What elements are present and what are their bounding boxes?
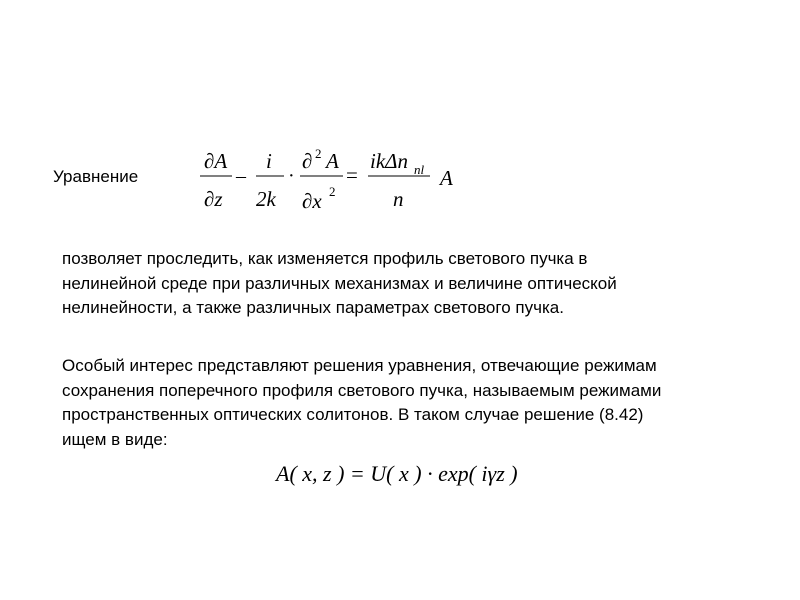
- term3-partial: ∂: [302, 149, 313, 173]
- paragraph-line: нелинейности, а также различных параметрах светового пучка.: [62, 298, 564, 317]
- paragraph-line: пространственных оптических солитонов. В таком случае решение (8.42): [62, 405, 644, 424]
- term2-numerator: i: [266, 149, 272, 173]
- soliton-equation-text: A( x, z ) = U( x ) · exp( iγz ): [276, 461, 518, 486]
- term2-denominator: 2k: [256, 187, 276, 211]
- equation-soliton-ansatz: [270, 455, 570, 491]
- term3-power: 2: [315, 146, 322, 161]
- paragraph-line: нелинейной среде при различных механизмах и величине оптической: [62, 273, 617, 293]
- term1-numerator: ∂A: [204, 149, 228, 173]
- term3-A: A: [326, 149, 339, 173]
- equation-nonlinear-schrodinger: [190, 138, 470, 218]
- term3-denominator: ∂x: [302, 189, 322, 213]
- dot-operator: ·: [288, 165, 295, 187]
- paragraph-line: ищем в виде:: [62, 429, 168, 449]
- paragraph-line: позволяет проследить, как изменяется профиль светового пучка в: [62, 249, 588, 268]
- term3-den-power: 2: [329, 184, 336, 199]
- rhs-subscript: nl: [414, 162, 425, 177]
- equation-label: Уравнение: [53, 167, 139, 186]
- equals-sign: =: [346, 163, 358, 187]
- paragraph-line: сохранения поперечного профиля светового пучка, называемым режимами: [62, 380, 662, 400]
- paragraph-description: [62, 247, 782, 321]
- paragraph-line: Особый интерес представляют решения уравнения, отвечающие режимам: [62, 356, 657, 375]
- rhs-A: A: [440, 166, 453, 190]
- term1-denominator: ∂z: [204, 187, 223, 211]
- minus-sign: –: [236, 165, 246, 187]
- paragraph-solitons: [62, 354, 782, 452]
- rhs-numerator: ikΔn: [370, 149, 408, 173]
- rhs-denominator: n: [393, 187, 404, 211]
